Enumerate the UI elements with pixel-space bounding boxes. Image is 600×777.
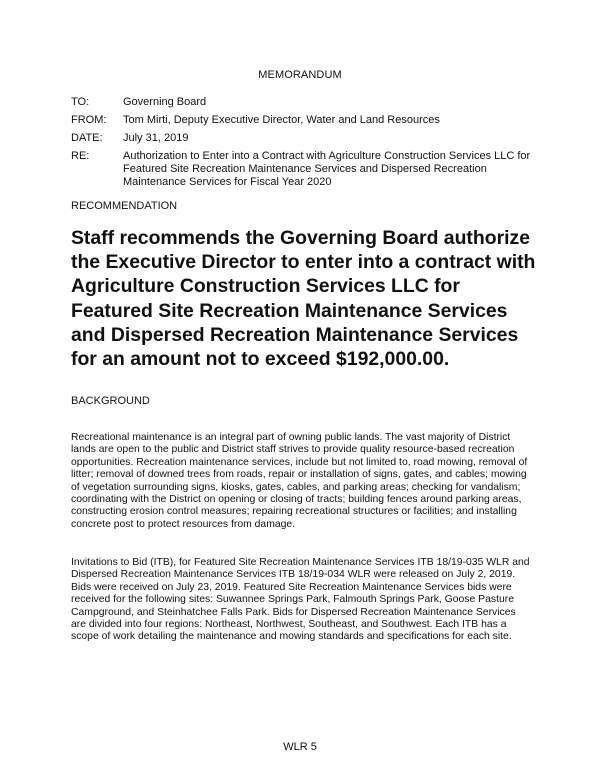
date-label: DATE: — [71, 132, 103, 144]
memo-title: MEMORANDUM — [258, 69, 342, 81]
background-paragraph-1: Recreational maintenance is an integral part of owning public lands. The vast majority of District lands are open to the public and District staff strives to provide quality resource-based recreation opportunities. Recreation maintenance services, include but not limited to, road mowing, removal of litter; removal of downed trees from roads, repair or installation of signs, gates, and cables; mowing of vegetation surrounding signs, kiosks, gates, cables, and parking areas; checking for vandalism; coordinating with the District on opening or closing of tracts; building fences around parking areas, constructing erosion control measures; repairing recreational structures or facilities; and installing concrete post to protect resources from damage. — [71, 432, 528, 530]
to-label: TO: — [71, 96, 90, 108]
from-label: FROM: — [71, 114, 107, 126]
page-number: WLR 5 — [283, 741, 317, 753]
to-value: Governing Board — [123, 96, 207, 108]
from-value: Tom Mirti, Deputy Executive Director, Water and Land Resources — [123, 114, 440, 126]
recommendation-heading: RECOMMENDATION — [71, 200, 178, 212]
recommendation-text: Staff recommends the Governing Board authorize the Executive Director to enter into a contract with Agriculture Construction Services LLC for Featured Site Recreation Maintenance Services and Dispersed Recreation Maintenance Services for an amount not to exceed $192,000.00. — [71, 227, 536, 371]
re-label: RE: — [71, 150, 90, 162]
background-paragraph-2: Invitations to Bid (ITB), for Featured Site Recreation Maintenance Services ITB 18/19-035 WLR and Dispersed Recreation Maintenance Services ITB 18/19-034 WLR were released on July 2, 2019. Bids were received on July 23, 2019. Featured Site Recreation Maintenance Services bids were received for the following sites: Suwannee Springs Park, Falmouth Springs Park, Goose Pasture Campground, and Steinhatchee Falls Park. Bids for Dispersed Recreation Maintenance Services are divided into four regions: Northeast, Northwest, Southeast, and Southwest. Each ITB has a scope of work detailing the maintenance and mowing standards and specifications for each site. — [71, 557, 530, 643]
background-heading: BACKGROUND — [71, 395, 150, 407]
re-value: Authorization to Enter into a Contract with Agriculture Construction Services LLC for Featured Site Recreation Maintenance Services and Dispersed Recreation Maintenance Services for Fiscal Year 2020 — [123, 150, 531, 188]
date-value: July 31, 2019 — [123, 132, 189, 144]
